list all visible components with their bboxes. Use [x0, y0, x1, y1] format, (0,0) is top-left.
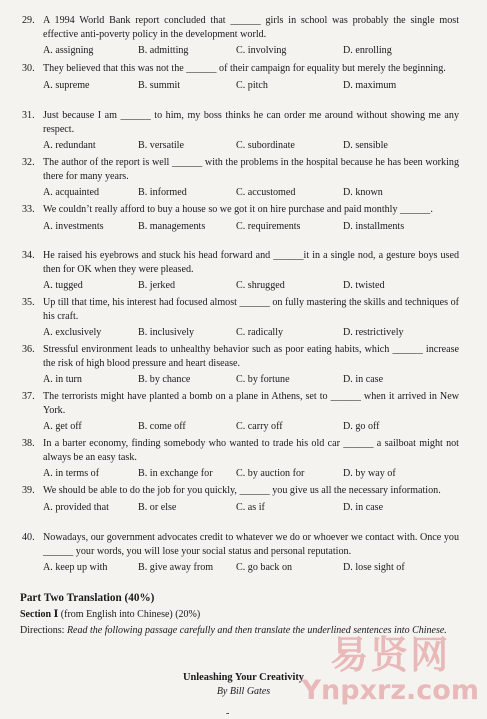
question-text: A 1994 World Bank report concluded that ______ girls in school was probably the single most effective anti-poverty policy in the development world.: [43, 15, 459, 40]
answer-options: [22, 420, 459, 433]
answer-option: A. redundant: [43, 140, 96, 151]
answer-option: D. in case: [343, 374, 384, 385]
question-item: [22, 531, 459, 574]
answer-option: C. as if: [236, 501, 265, 513]
question-stem: [22, 109, 459, 136]
answer-option: C. by auction for: [236, 468, 305, 479]
answer-option: D. known: [343, 187, 383, 198]
question-text: We couldn’t really afford to buy a house so we got it on hire purchase and paid monthly ______.: [43, 204, 433, 215]
answer-option: A. assigning: [43, 45, 94, 56]
answer-option: D. lose sight of: [343, 562, 405, 573]
question-stem: [22, 437, 459, 464]
watermark-chinese: 易贤网: [330, 633, 451, 677]
question-item: [22, 109, 459, 152]
question-stem: [22, 62, 459, 76]
answer-option: B. jerked: [138, 280, 175, 291]
section-heading: [20, 609, 200, 620]
answer-options: [22, 279, 459, 292]
answer-options: [22, 561, 459, 574]
question-number: 32.: [22, 157, 35, 168]
answer-options: [22, 79, 459, 92]
question-item: [22, 390, 459, 433]
question-stem: [22, 390, 459, 417]
question-text: The terrorists might have planted a bomb on a plane in Athens, set to ______ when it arrived in New York.: [43, 391, 459, 416]
answer-option: A. provided that: [43, 501, 109, 513]
answer-option: A. get off: [43, 421, 82, 432]
answer-option: A. exclusively: [43, 327, 102, 338]
answer-options: [22, 501, 459, 514]
answer-options: [22, 44, 459, 57]
answer-option: A. in turn: [43, 374, 82, 385]
answer-option: A. in terms of: [43, 468, 100, 479]
answer-option: A. supreme: [43, 79, 90, 91]
answer-option: C. subordinate: [236, 140, 295, 151]
answer-option: B. versatile: [138, 140, 184, 151]
question-text: Nowadays, our government advocates credit to whatever we do or whoever we contact with. Once you ______ your words, you will lose your social status and personal reputation.: [43, 532, 459, 557]
question-item: [22, 249, 459, 292]
answer-option: B. inclusively: [138, 327, 195, 338]
directions-label: Directions:: [20, 625, 65, 636]
answer-option: C. pitch: [236, 79, 268, 91]
question-text: They believed that this was not the ______ of their campaign for equality but merely the beginning.: [43, 63, 446, 74]
section-text: (from English into Chinese) (20%): [60, 609, 201, 620]
question-number: 37.: [22, 391, 35, 402]
directions-text: Read the following passage carefully and then translate the underlined sentences into Chinese.: [66, 625, 447, 636]
question-number: 38.: [22, 438, 35, 449]
question-number: 36.: [22, 344, 35, 355]
question-number: 31.: [22, 110, 35, 121]
question-text: Just because I am ______ to him, my boss thinks he can order me around without showing me any respect.: [43, 110, 459, 135]
answer-option: C. radically: [236, 327, 284, 338]
question-text: Up till that time, his interest had focused almost ______ on fully mastering the skills and techniques of his craft.: [43, 297, 459, 322]
answer-option: A. investments: [43, 220, 104, 232]
question-item: [22, 14, 459, 57]
answer-option: C. involving: [236, 45, 287, 56]
answer-option: B. come off: [138, 421, 186, 432]
question-item: [22, 203, 459, 233]
question-text: The author of the report is well ______ with the problems in the hospital because he has been working there for many years.: [43, 157, 459, 182]
section-label: Section Ⅰ: [20, 609, 59, 620]
question-item: [22, 62, 459, 92]
question-number: 35.: [22, 297, 35, 308]
answer-option: C. carry off: [236, 421, 283, 432]
question-item: [22, 156, 459, 199]
question-number: 30.: [22, 63, 35, 74]
question-text: Stressful environment leads to unhealthy behavior such as poor eating habits, which ______ increase the risk of high blood pressure and heart disease.: [43, 344, 459, 369]
question-stem: [22, 296, 459, 323]
answer-option: B. by chance: [138, 374, 191, 385]
answer-options: [22, 326, 459, 339]
question-stem: [22, 343, 459, 370]
question-number: 29.: [22, 15, 35, 26]
question-stem: [22, 14, 459, 41]
question-stem: [22, 249, 459, 276]
answer-option: B. or else: [138, 501, 177, 513]
question-item: [22, 296, 459, 339]
answer-option: A. keep up with: [43, 562, 108, 573]
answer-options: [22, 467, 459, 480]
answer-option: D. restrictively: [343, 327, 404, 338]
answer-option: C. go back on: [236, 562, 293, 573]
answer-option: D. go off: [343, 421, 380, 432]
answer-options: [22, 186, 459, 199]
answer-option: D. in case: [343, 501, 384, 513]
question-text: He raised his eyebrows and stuck his head forward and ______it in a single nod, a gesture boys used then for OK when they were pleased.: [43, 250, 459, 275]
answer-option: D. enrolling: [343, 45, 392, 56]
question-item: [22, 343, 459, 386]
watermark-url: Ynpxrz.com: [301, 675, 479, 706]
answer-option: D. by way of: [343, 468, 396, 479]
answer-option: D. installments: [343, 220, 405, 232]
question-item: [22, 437, 459, 480]
answer-option: A. acquainted: [43, 187, 100, 198]
answer-option: C. shrugged: [236, 280, 285, 291]
answer-option: D. maximum: [343, 79, 397, 91]
answer-options: [22, 139, 459, 152]
answer-option: C. by fortune: [236, 374, 290, 385]
watermark: [302, 634, 480, 706]
answer-option: C. accustomed: [236, 187, 296, 198]
answer-option: B. informed: [138, 187, 187, 198]
answer-option: A. tugged: [43, 280, 83, 291]
passage-byline: By Bill Gates: [216, 686, 271, 697]
answer-option: D. twisted: [343, 280, 385, 291]
answer-option: B. summit: [138, 79, 181, 91]
question-stem: [22, 203, 459, 217]
passage-title: Unleashing Your Creativity: [182, 672, 305, 683]
question-number: 39.: [22, 485, 35, 496]
answer-option: B. in exchange for: [138, 468, 213, 479]
question-text: In a barter economy, finding somebody who wanted to trade his old car ______ a sailboat might not always be an easy task.: [43, 438, 459, 463]
question-number: 33.: [22, 204, 35, 215]
question-stem: [22, 156, 459, 183]
answer-option: B. admitting: [138, 45, 189, 56]
answer-options: [22, 220, 459, 233]
answer-option: B. give away from: [138, 562, 214, 573]
question-text: We should be able to do the job for you quickly, ______ you give us all the necessary information.: [43, 485, 441, 496]
question-stem: [22, 484, 459, 498]
page-footer-mark: -: [226, 708, 230, 719]
answer-option: B. managements: [138, 220, 206, 232]
answer-option: D. sensible: [343, 140, 388, 151]
part-two-title: Part Two Translation (40%): [20, 592, 155, 604]
question-stem: [22, 531, 459, 558]
question-number: 34.: [22, 250, 35, 261]
answer-option: C. requirements: [236, 220, 301, 232]
question-number: 40.: [22, 532, 35, 543]
answer-options: [22, 373, 459, 386]
question-item: [22, 484, 459, 514]
